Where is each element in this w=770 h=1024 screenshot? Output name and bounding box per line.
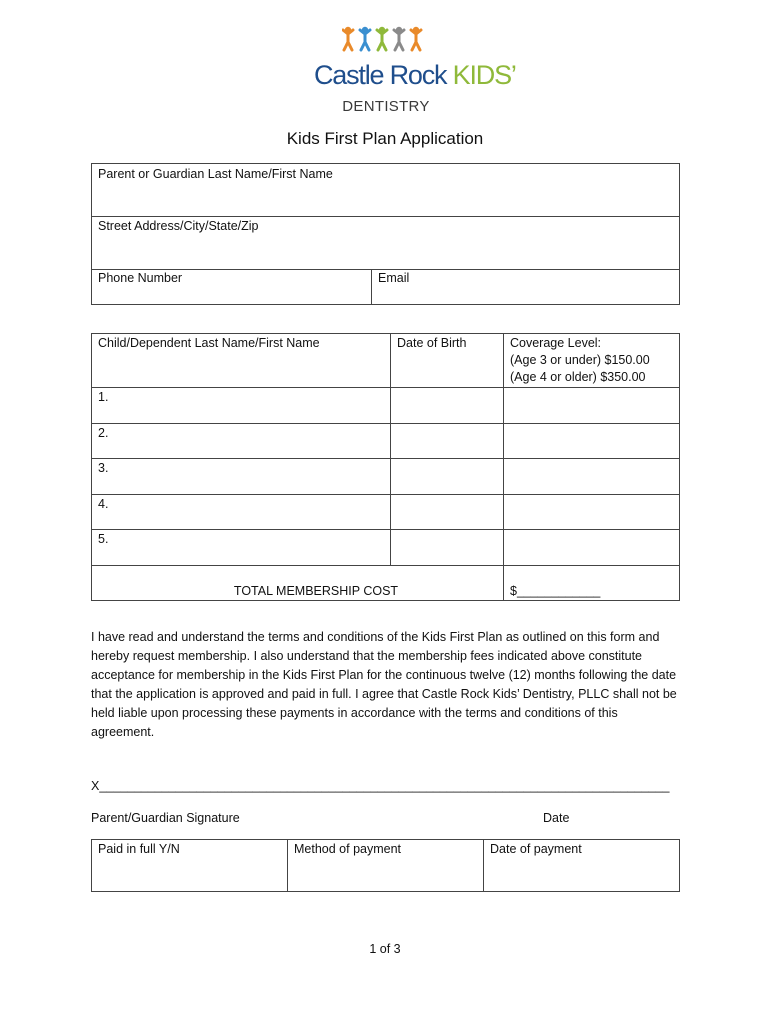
agreement-text: I have read and understand the terms and conditions of the Kids First Plan as outlined on this form and hereby request membership. I also understand that the membership fees indicated above constitute acceptance for membership in the Kids First Plan for the continuous twelve (12) months following the date that the application is approved and paid in full. I agree that Castle Rock Kids’ Dentistry, PLLC shall not be held liable upon processing these payments in accordance with the terms and conditions of this agreement. xyxy=(91,630,677,739)
paid-in-full-field[interactable]: Paid in full Y/N xyxy=(98,842,180,856)
signature-line[interactable]: X__________________________________________________________________________________ xyxy=(91,779,670,793)
signature-label: Parent/Guardian Signature xyxy=(91,811,240,825)
logo-brand: Castle Rock KIDS’ xyxy=(314,60,516,90)
guardian-name-field[interactable]: Parent or Guardian Last Name/First Name xyxy=(98,167,333,181)
coverage-header-1: Coverage Level: xyxy=(510,336,602,350)
page-number: 1 of 3 xyxy=(369,942,401,956)
total-label: TOTAL MEMBERSHIP COST xyxy=(233,584,399,598)
address-field[interactable]: Street Address/City/State/Zip xyxy=(98,219,259,233)
phone-field[interactable]: Phone Number xyxy=(98,271,183,285)
dob-header: Date of Birth xyxy=(397,336,467,350)
logo xyxy=(314,26,516,118)
child-row-1[interactable]: 1. xyxy=(98,390,109,404)
child-row-3[interactable]: 3. xyxy=(98,461,109,475)
email-field[interactable]: Email xyxy=(378,271,410,285)
payment-method-field[interactable]: Method of payment xyxy=(294,842,402,856)
page-title: Kids First Plan Application xyxy=(286,129,484,148)
child-row-4[interactable]: 4. xyxy=(98,497,109,511)
total-value-field[interactable]: $____________ xyxy=(510,584,601,598)
coverage-header-3: (Age 4 or older) $350.00 xyxy=(510,370,646,384)
coverage-header-2: (Age 3 or under) $150.00 xyxy=(510,353,650,367)
child-row-2[interactable]: 2. xyxy=(98,426,109,440)
logo-subtitle: DENTISTRY xyxy=(342,98,430,115)
child-row-5[interactable]: 5. xyxy=(98,532,109,546)
children-figures-icon xyxy=(342,26,430,52)
payment-date-field[interactable]: Date of payment xyxy=(490,842,582,856)
date-label: Date xyxy=(543,811,570,825)
child-name-header: Child/Dependent Last Name/First Name xyxy=(98,336,320,350)
